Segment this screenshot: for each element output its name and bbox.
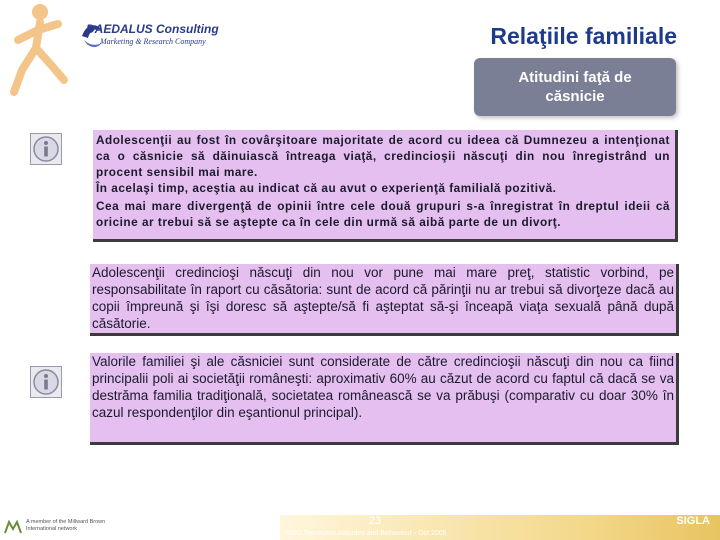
summary-paragraph-1: Adolescenţii au fost în covârşitoare majoritate de acord cu ideea că Dumnezeu a intenţionat ca o căsnicie să dăinuiască întreaga viaţă, credincioşii născuţi din nou înregistrând un procent sensibil mai mare. <box>96 133 670 179</box>
subtitle-box <box>474 58 676 116</box>
text-box-responsibility: Adolescenţii credincioşi născuţi din nou vor pune mai mare preţ, statistic vorbind, pe responsabilitate în raport cu căsătoria: sunt de acord că părinţii nu ar trebui să divorţeze dacă au copii împreună şi îşi doresc să aştepte/să fi aşteptat să-şi înceapă viaţa sexuală până după căsătorie. <box>90 264 679 336</box>
info-icon <box>30 366 62 398</box>
subtitle-line-1: Atitudini faţă de <box>518 69 632 86</box>
millward-brown-logo-icon <box>4 519 22 535</box>
runner-silhouette-image <box>0 0 80 100</box>
partner-network-text: A member of the Millward Brown International network <box>26 519 106 532</box>
logo-tagline: Marketing & Research Company <box>100 37 206 46</box>
summary-paragraph-2: În acelaşi timp, aceştia au indicat că au avut o experienţă familială pozitivă. <box>96 181 557 195</box>
logo-name: DAEDALUS Consulting <box>86 22 219 36</box>
subtitle-line-2: căsnicie <box>545 88 605 105</box>
text-box-family-values: Valorile familiei şi ale căsniciei sunt considerate de către credincioşii născuţi din nou ca fiind principalii poli ai societăţii româneşti: aproximativ 60% au căzut de acord cu faptul că dacă se va destrăma familia tradiţională, societatea românească se va prăbuşi (comparativ cu doar 30% în cazul respondenţilor din eşantionul principal). <box>90 353 679 445</box>
text-box-summary <box>93 130 678 242</box>
page-title: Relaţiile familiale <box>490 23 677 49</box>
page-number: 23 <box>368 515 382 527</box>
summary-paragraph-3: Cea mai mare divergenţă de opinii între cele două grupuri s-a înregistrat în dreptul ideii că oricine ar trebui să se aştepte ca în cele din urmă să aibă parte de un divorţ. <box>96 199 670 229</box>
sigla-logo: SIGLA <box>676 515 710 527</box>
info-icon <box>30 133 62 165</box>
footer-study-name: SIGO Teenagers Attitudes and Behaviour - Oct 2005 <box>284 530 447 537</box>
